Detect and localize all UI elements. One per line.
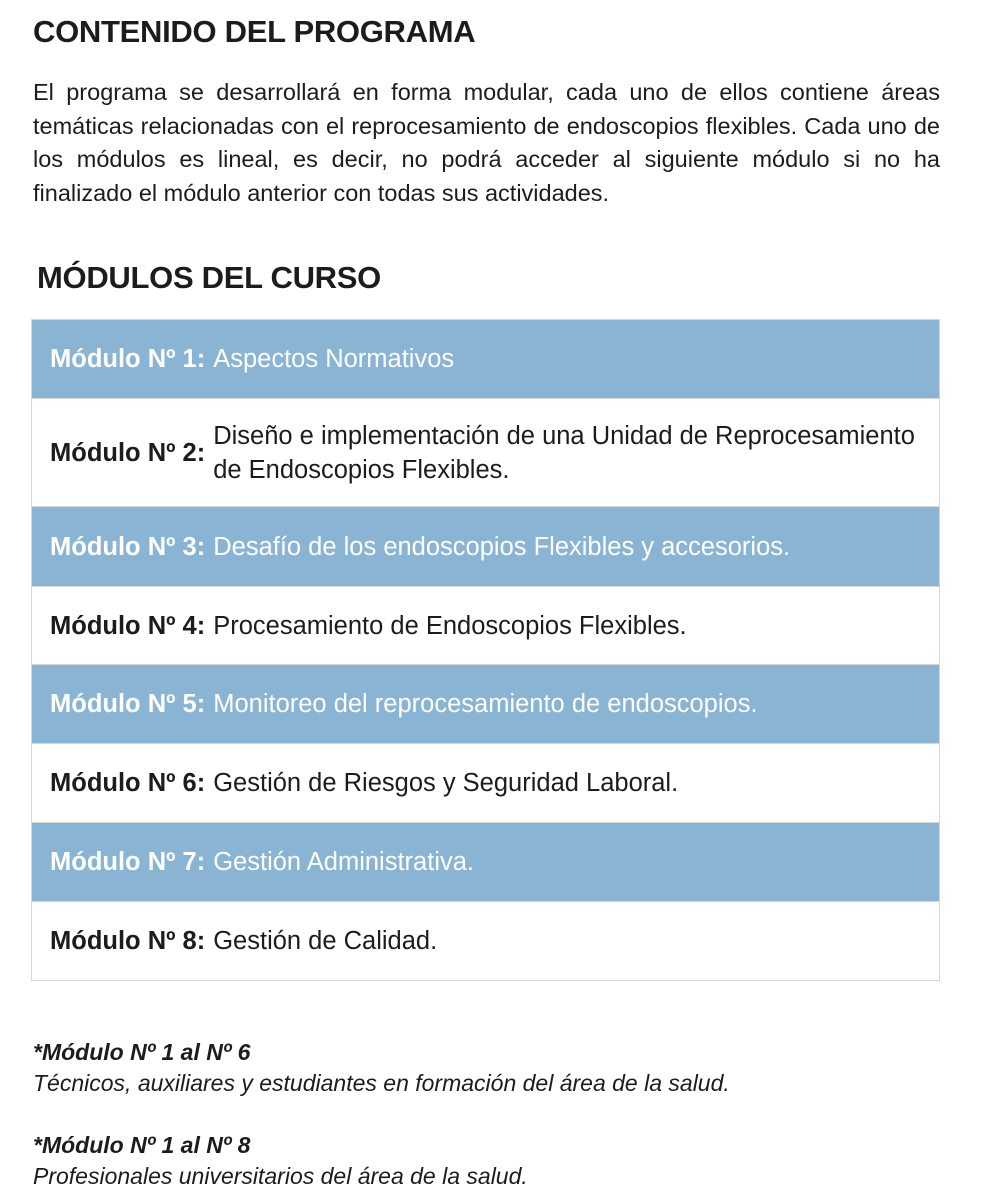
module-title: Diseño e implementación de una Unidad de Reprocesamiento de Endoscopios Flexibles. xyxy=(213,421,915,484)
module-title: Aspectos Normativos xyxy=(213,345,455,373)
module-row-4 xyxy=(32,587,939,665)
module-row-5 xyxy=(32,665,939,744)
module-label: Módulo Nº 7: xyxy=(50,848,206,876)
module-label: Módulo Nº 5: xyxy=(50,690,206,718)
course-modules-title: MÓDULOS DEL CURSO xyxy=(37,260,381,295)
module-label: Módulo Nº 1: xyxy=(50,345,206,373)
course-modules-table xyxy=(31,319,940,981)
audience-note-modules-1-8 xyxy=(33,1130,528,1192)
module-label: Módulo Nº 2: xyxy=(50,438,206,467)
audience-note-modules-1-6 xyxy=(33,1037,730,1099)
module-label: Módulo Nº 6: xyxy=(50,769,206,797)
note-text: Técnicos, auxiliares y estudiantes en formación del área de la salud. xyxy=(33,1070,730,1096)
module-title: Gestión de Riesgos y Seguridad Laboral. xyxy=(213,769,679,797)
module-row-6 xyxy=(32,744,939,823)
module-title: Gestión Administrativa. xyxy=(213,848,474,876)
note-text: Profesionales universitarios del área de la salud. xyxy=(33,1163,528,1189)
module-title: Gestión de Calidad. xyxy=(213,927,438,955)
module-title: Monitoreo del reprocesamiento de endoscopios. xyxy=(213,690,758,718)
note-title: *Módulo Nº 1 al Nº 6 xyxy=(33,1039,251,1065)
module-label: Módulo Nº 4: xyxy=(50,611,206,640)
module-title: Desafío de los endoscopios Flexibles y accesorios. xyxy=(213,532,791,561)
program-description: El programa se desarrollará en forma modular, cada uno de ellos contiene áreas temáticas relacionadas con el reprocesamiento de endoscopios flexibles. Cada uno de los módulos es lineal, es decir, no podrá acceder al siguiente módulo si no ha finalizado el módulo anterior con todas sus actividades. xyxy=(33,79,940,206)
module-row-8 xyxy=(32,902,939,980)
module-title: Procesamiento de Endoscopios Flexibles. xyxy=(213,611,687,640)
module-row-2 xyxy=(32,399,939,507)
module-label: Módulo Nº 8: xyxy=(50,927,206,955)
module-row-3 xyxy=(32,507,939,587)
module-label: Módulo Nº 3: xyxy=(50,532,206,561)
module-row-1 xyxy=(32,320,939,399)
program-content-title: CONTENIDO DEL PROGRAMA xyxy=(33,14,476,49)
module-row-7 xyxy=(32,823,939,902)
note-title: *Módulo Nº 1 al Nº 8 xyxy=(33,1132,251,1158)
